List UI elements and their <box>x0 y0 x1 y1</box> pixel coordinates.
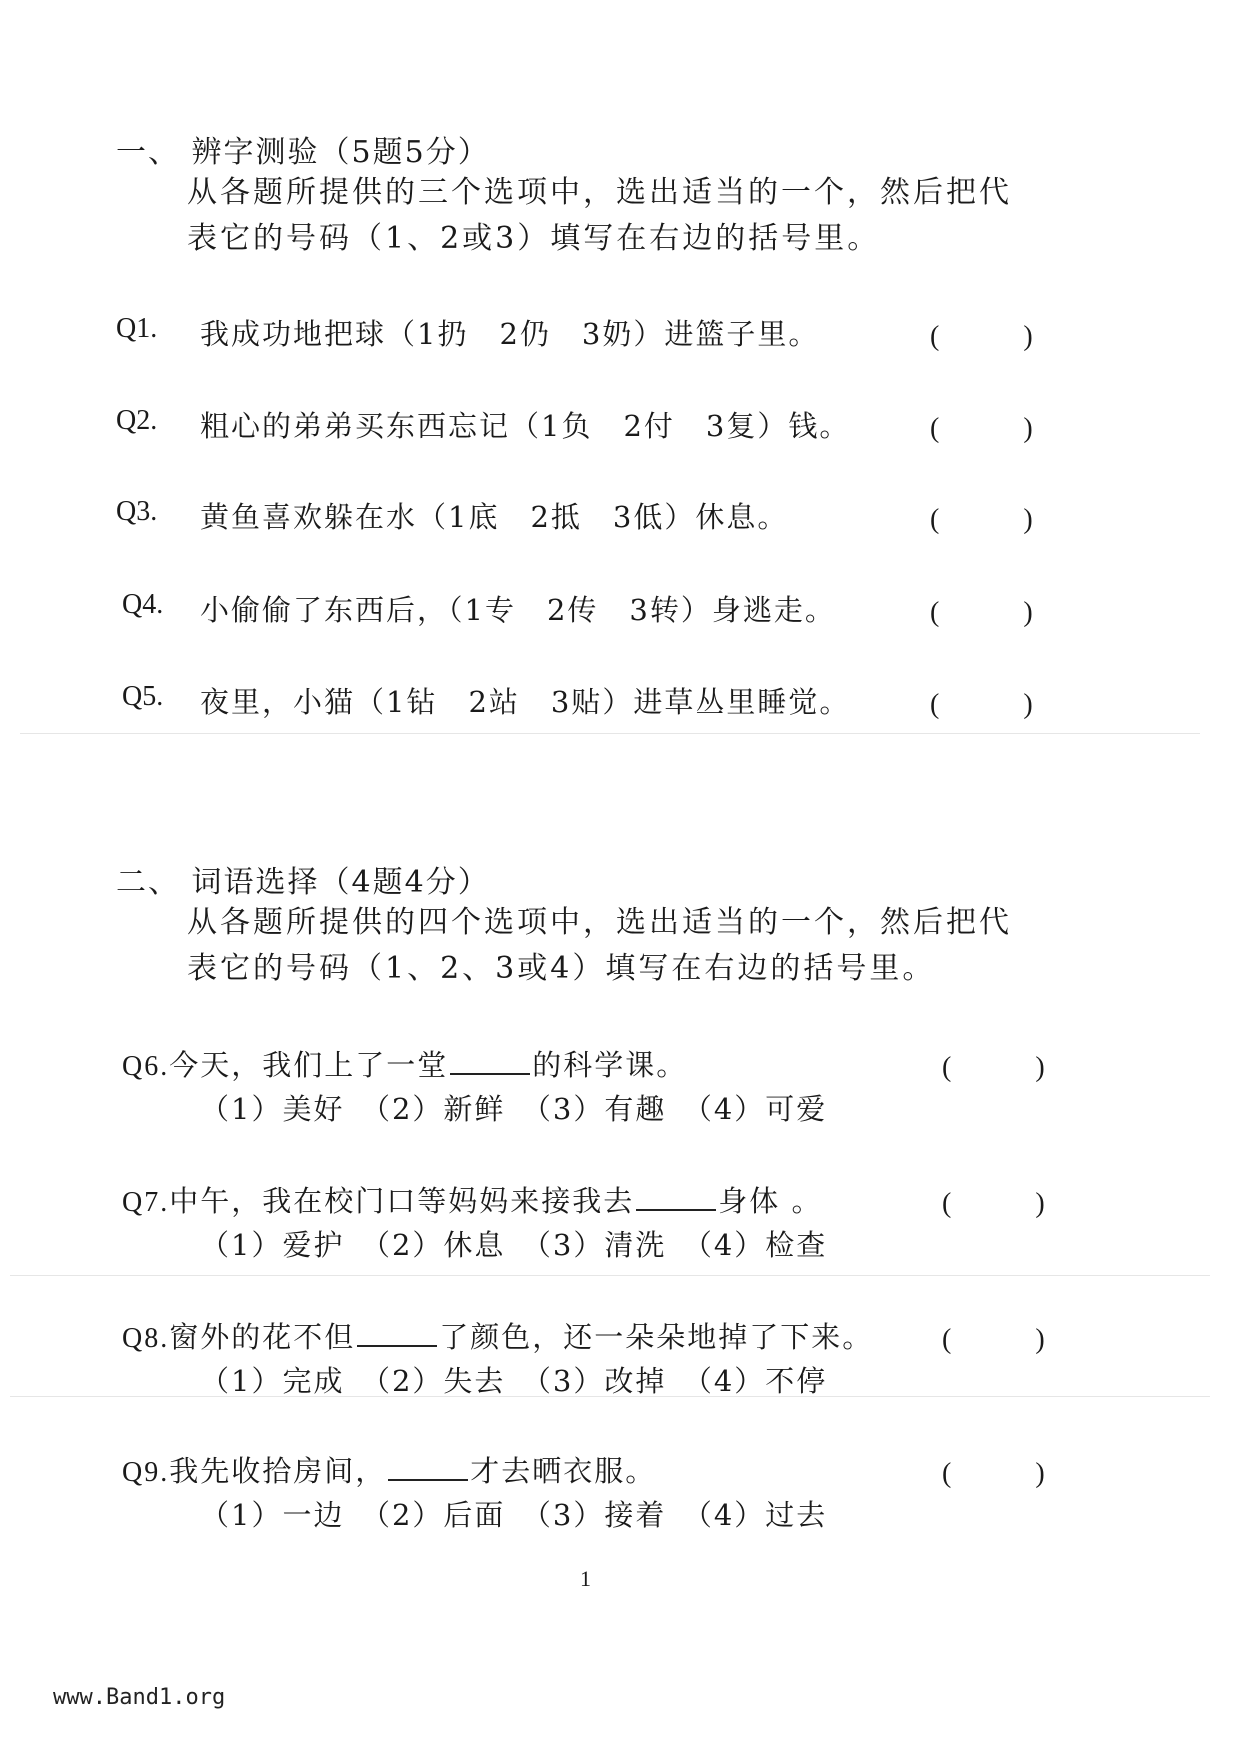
question-before-blank: 今天，我们上了一堂 <box>169 1048 449 1082</box>
section1-instruction-line2: 表它的号码（1、2或3）填写在右边的括号里。 <box>187 221 881 256</box>
fill-blank <box>450 1073 530 1075</box>
question-after-blank: 身体 。 <box>718 1184 823 1218</box>
watermark-text: www.Band1.org <box>53 1685 226 1710</box>
section2-title: 二、 词语选择（4题4分） <box>116 865 490 900</box>
question-number: Q9. <box>122 1457 170 1488</box>
section1-title: 一、 辨字测验（5题5分） <box>116 135 490 170</box>
question-after-blank: 才去晒衣服。 <box>470 1454 657 1488</box>
answer-parentheses[interactable]: ( ) <box>930 504 1033 535</box>
answer-parentheses[interactable]: ( ) <box>942 1188 1045 1219</box>
question-number: Q3. <box>116 496 158 527</box>
question-text: 小偷偷了东西后，（1专 2传 3转）身逃走。 <box>200 593 836 627</box>
question-number: Q6. <box>122 1051 170 1082</box>
section2-instruction-line1: 从各题所提供的四个选项中，选出适当的一个，然后把代 <box>187 905 1012 940</box>
scan-line <box>10 1275 1210 1276</box>
answer-parentheses[interactable]: ( ) <box>930 689 1033 720</box>
answer-parentheses[interactable]: ( ) <box>942 1324 1045 1355</box>
answer-options: （1）一边 （2）后面 （3）接着 （4）过去 <box>200 1498 828 1532</box>
answer-options: （1）完成 （2）失去 （3）改掉 （4）不停 <box>200 1364 828 1398</box>
question-text: 黄鱼喜欢躲在水（1底 2抵 3低）休息。 <box>200 500 789 534</box>
question-text: 我成功地把球（1扔 2仍 3奶）进篮子里。 <box>200 317 820 351</box>
answer-parentheses[interactable]: ( ) <box>942 1458 1045 1489</box>
answer-options: （1）美好 （2）新鲜 （3）有趣 （4）可爱 <box>200 1092 828 1126</box>
fill-blank <box>357 1345 437 1347</box>
question-text <box>122 1043 687 1084</box>
question-text <box>122 1179 822 1220</box>
fill-blank <box>388 1479 468 1481</box>
question-text: 夜里，小猫（1钻 2站 3贴）进草丛里睡觉。 <box>200 685 851 719</box>
question-number: Q5. <box>122 681 164 712</box>
question-after-blank: 了颜色，还一朵朵地掉了下来。 <box>439 1320 874 1354</box>
question-number: Q1. <box>116 313 158 344</box>
page-number: 1 <box>580 1566 591 1591</box>
question-before-blank: 中午，我在校门口等妈妈来接我去 <box>169 1184 635 1218</box>
answer-parentheses[interactable]: ( ) <box>942 1052 1045 1083</box>
answer-options: （1）爱护 （2）休息 （3）清洗 （4）检查 <box>200 1228 828 1262</box>
question-number: Q8. <box>122 1323 170 1354</box>
section1-instruction-line1: 从各题所提供的三个选项中，选出适当的一个，然后把代 <box>187 175 1012 210</box>
answer-parentheses[interactable]: ( ) <box>930 597 1033 628</box>
question-number: Q7. <box>122 1187 170 1218</box>
question-text <box>122 1449 656 1490</box>
answer-parentheses[interactable]: ( ) <box>930 413 1033 444</box>
question-before-blank: 窗外的花不但 <box>169 1320 356 1354</box>
fill-blank <box>636 1209 716 1211</box>
question-text <box>122 1315 873 1356</box>
question-text: 粗心的弟弟买东西忘记（1负 2付 3复）钱。 <box>200 409 851 443</box>
answer-parentheses[interactable]: ( ) <box>930 321 1033 352</box>
question-after-blank: 的科学课。 <box>532 1048 688 1082</box>
question-number: Q4. <box>122 589 164 620</box>
section2-instruction-line2: 表它的号码（1、2、3或4）填写在右边的括号里。 <box>187 951 936 986</box>
question-number: Q2. <box>116 405 158 436</box>
question-before-blank: 我先收拾房间， <box>169 1454 387 1488</box>
scan-line <box>20 733 1200 734</box>
